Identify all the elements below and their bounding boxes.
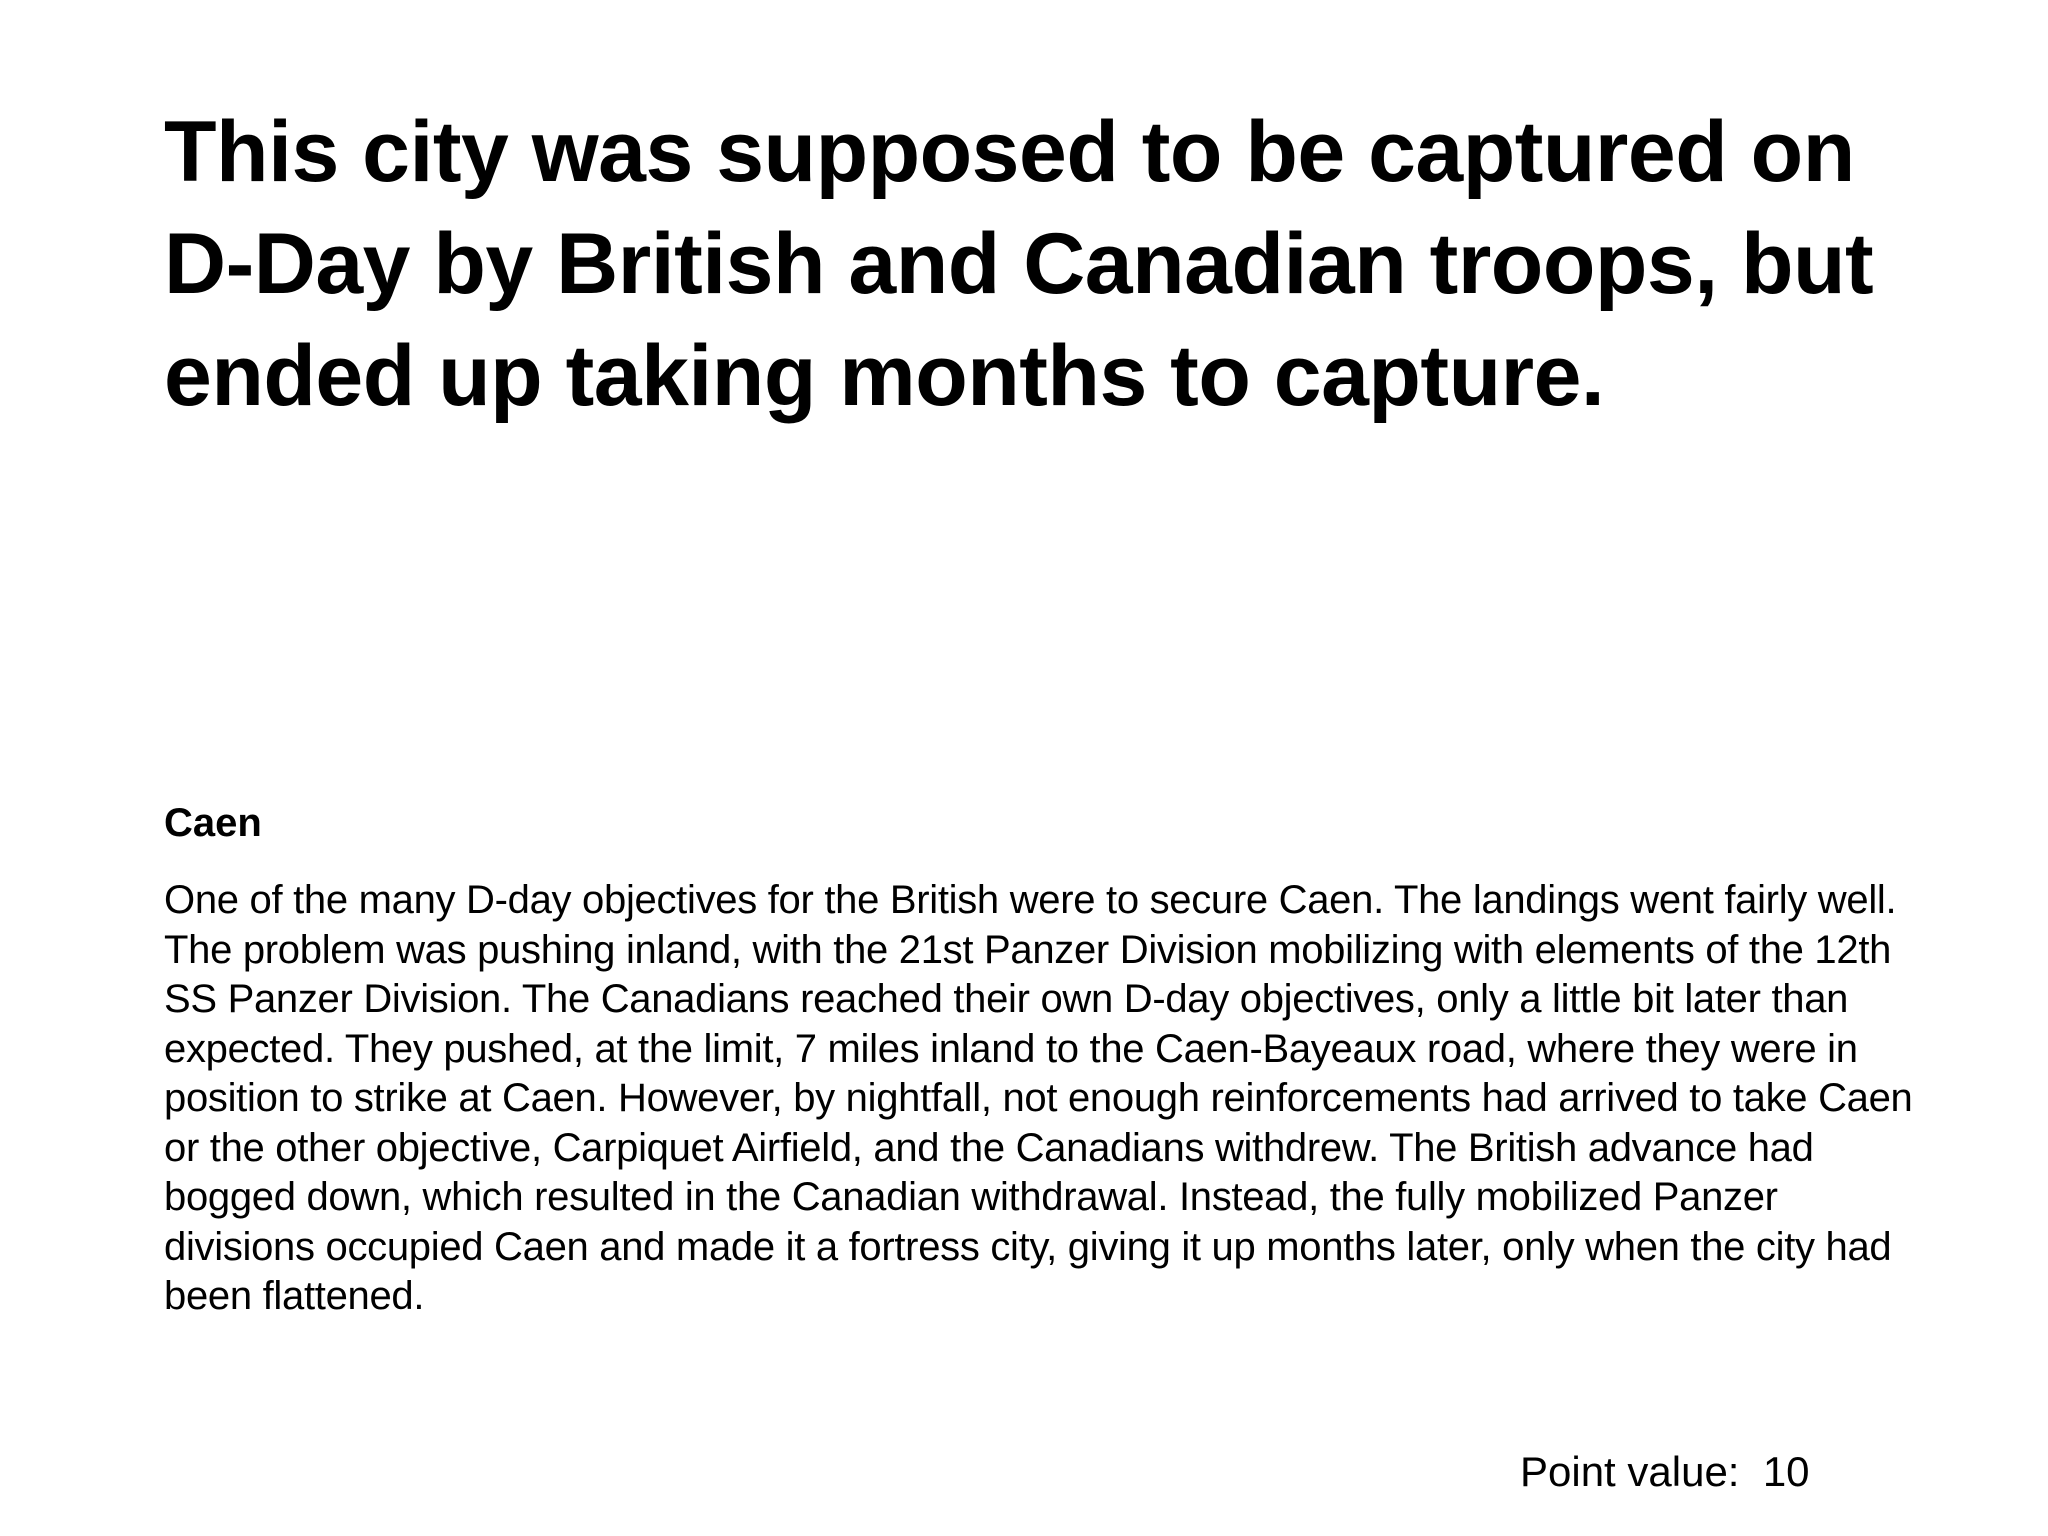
answer-description: One of the many D-day objectives for the British were to secure Caen. The landings went fairly well. The problem was pushing inland, with the 21st Panzer Division mobilizing with elements of the 12th SS Panzer Division. The Canadians reached their own D-day objectives, only a little bit later than expected. They pushed, at the limit, 7 miles inland to the Caen-Bayeaux road, where they were in position to strike at Caen. However, by nightfall, not enough reinforcements had arrived to take Caen or the other objective, Carpiquet Airfield, and the Canadians withdrew. The British advance had bogged down, which resulted in the Canadian withdrawal. Instead, the fully mobilized Panzer divisions occupied Caen and made it a fortress city, giving it up months later, only when the city had been flattened. [164, 878, 1913, 1318]
point-value-number: 10 [1762, 1448, 1810, 1495]
answer-title: Caen [164, 801, 262, 845]
question-heading: This city was supposed to be captured on D-Day by British and Canadian troops, but ended up taking months to capture. [164, 104, 1874, 424]
point-value [1520, 1446, 1810, 1498]
point-value-label: Point value: [1520, 1448, 1740, 1495]
